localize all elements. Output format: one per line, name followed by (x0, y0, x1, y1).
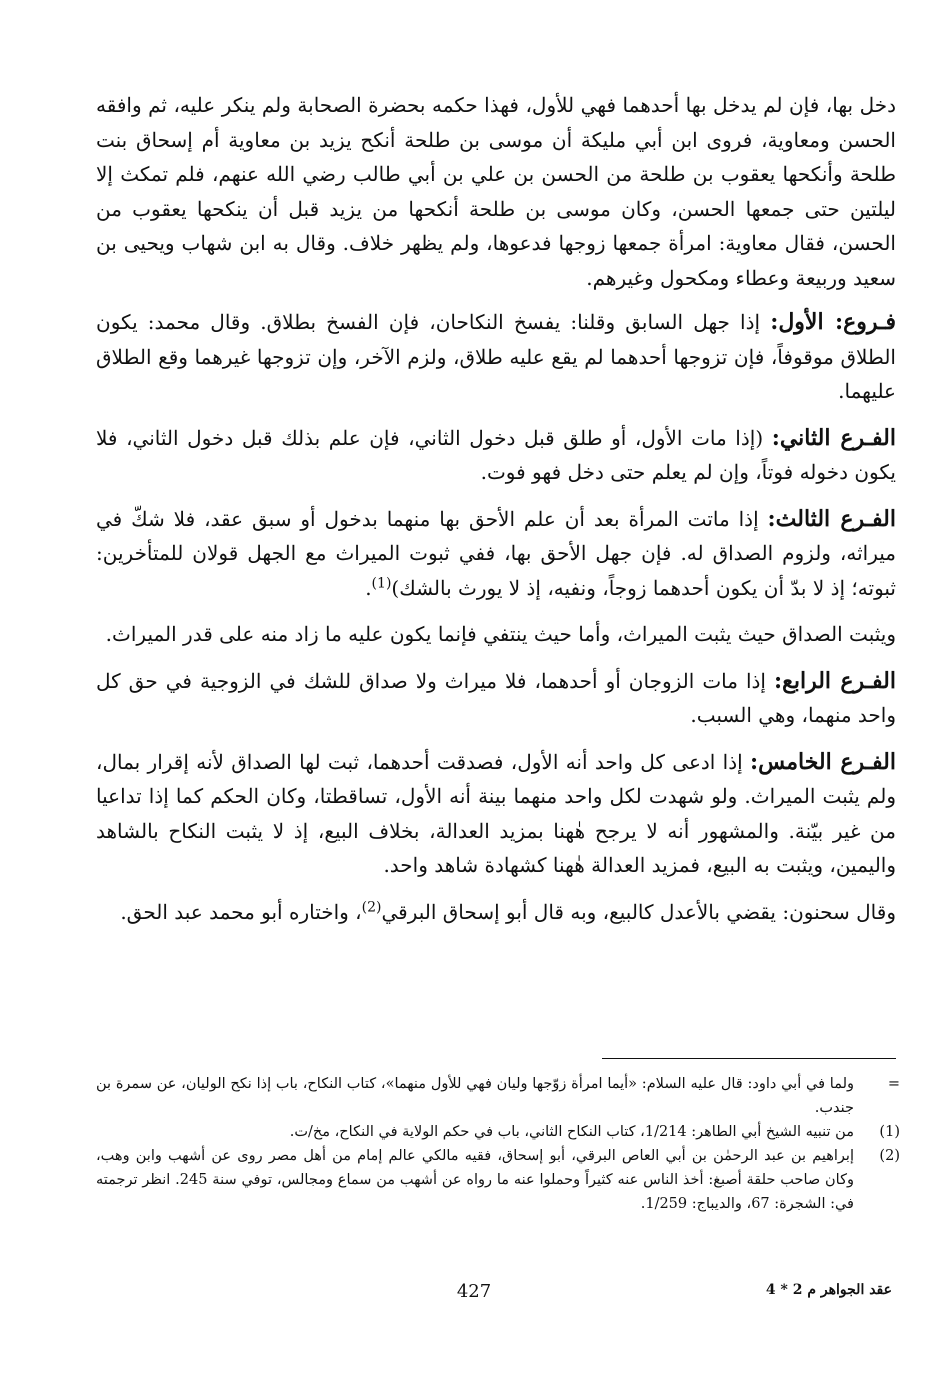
signature-mark: عقد الجواهر م 2 * 4 (765, 1282, 892, 1298)
paragraph-sadaq: ويثبت الصداق حيث يثبت الميراث، وأما حيث ينتفي فإنما يكون عليه ما زاد منه على قدر الميراث. (105, 622, 896, 646)
paragraph-furu: فـروع: الأول: إذا جهل السابق وقلنا: يفسخ النكاحان، فإن الفسخ بطلاق. وقال محمد: يكون الطلاق موقوفاً، فإن تزوجها أحدهما لم يقع عليه طلاق، ولزم الآخر، وإن تزوجها غيرهما وقع الطلاق عليهما. (96, 309, 896, 403)
footnote-text: إبراهيم بن عبد الرحمٰن بن أبي العاص البرقي، أبو إسحاق، فقيه مالكي عالم إمام من أهل مصر روى عن أشهب وابن وهب، وكان صاحب حلقة أصبغ: أخذ الناس عنه كثيراً وحملوا عنه ما رواه عن أشهب من سماع ومجالس، توفي سنة 245. انظر ترجمته في: الشجرة: 67، والديباج: 1/259. (96, 1148, 854, 1212)
section-heading-far-3: الفـرع الثالث: (767, 505, 896, 532)
section-heading-furu: فـروع: الأول: (770, 309, 896, 335)
footnote-2 (96, 1144, 900, 1216)
footnote-text: ولما في أبي داود: قال عليه السلام: «أيما امرأة زوّجها وليان فهي للأول منهما»، كتاب النكاح، باب إذا نكح الوليان، عن سمرة بن جندب. (96, 1076, 854, 1116)
footnote-mark: = (887, 1076, 900, 1092)
footnote-divider (602, 1058, 896, 1059)
paragraph-sahnun: وقال سحنون: يقضي بالأعدل كالبيع، وبه قال أبو إسحاق البرقي$^{(2)}$، واختاره أبو محمد عبد الحق. (120, 898, 896, 924)
footnote-mark: (1) (879, 1124, 900, 1140)
footnote-ref-2[interactable]: (2) (361, 898, 382, 915)
footnote-mark: (2) (879, 1148, 900, 1164)
paragraph-far-3: الفـرع الثالث: إذا ماتت المرأة بعد أن علم الأحق بها منهما بدخول أو سبق عقد، فلا شكّ في ميراثه، ولزوم الصداق له. فإن جهل الأحق بها، ففي ثبوت الميراث مع الجهل قولان للمتأخرين: ثبوته؛ إذ لا بدّ أن يكون أحدهما زوجاً، ونفيه، إذ لا يورث بالشك)$^{(1)}$. (96, 505, 896, 600)
paragraph-far-2: الفـرع الثاني: (إذا مات الأول، أو طلق قبل دخول الثاني، فإن علم بذلك قبل دخول الثاني، فلا يكون دخوله فوتاً، وإن لم يعلم حتى دخل فهو فوت. (96, 424, 897, 484)
page-number: 427 (456, 1281, 492, 1302)
section-heading-far-2: الفـرع الثاني: (771, 424, 897, 451)
footnote-ref-1[interactable]: (1) (371, 574, 392, 591)
footnote-text: من تنبيه الشيخ أبي الطاهر: 1/214، كتاب النكاح الثاني، باب في حكم الولاية في النكاح، مخ/ت. (289, 1124, 854, 1140)
paragraph-far-5: الفـرع الخامس: إذا ادعى كل واحد أنه الأول، فصدقت أحدهما، ثبت لها الصداق لأنه إقرار بمال، ولم يثبت الميراث. ولو شهدت لكل واحد منهما بينة أنه الأول، تساقطتا، وكان الحكم كما إذا تداعيا من غير بيّنة. والمشهور أنه لا يرجح هٰهنا بمزيد العدالة، بخلاف البيع، إذ لا يثبت النكاح بالشاهد واليمين، ويثبت به البيع، فمزيد العدالة هٰهنا كشهادة شاهد واحد. (96, 748, 896, 877)
section-heading-far-4: الفـرع الرابع: (774, 667, 896, 694)
paragraph-1: دخل بها، فإن لم يدخل بها أحدهما فهي للأول، فهذا حكمه بحضرة الصحابة ولم ينكر عليه، ثم وافقه الحسن ومعاوية، فروى ابن أبي مليكة أن موسى بن طلحة أنكح يزيد بن معاوية أم إسحاق بنت طلحة وأنكحها يعقوب بن طلحة من الحسن بن علي بن أبي طالب رضي الله عنهم، فلم تمكث إلا ليلتين حتى جمعها الحسن، وكان موسى بن طلحة أنكحها من يزيد قبل أن ينكحها يعقوب من الحسن، فقال معاوية: امرأة جمعها زوجها فدعوها، ولم يظهر خلاف. وقال به ابن شهاب ويحيى بن سعيد وربيعة وعطاء ومكحول وغيرهم. (96, 93, 896, 290)
paragraph-far-4: الفـرع الرابع: إذا مات الزوجان أو أحدهما، فلا ميراث ولا صداق للشك في الزوجية في حق كل واحد منهما، وهي السبب. (96, 667, 896, 727)
footnotes (96, 1072, 900, 1216)
page-body (96, 88, 896, 941)
footnote-1 (96, 1120, 900, 1144)
section-heading-far-5: الفـرع الخامس: (750, 748, 896, 775)
footnote-continued (96, 1072, 900, 1120)
